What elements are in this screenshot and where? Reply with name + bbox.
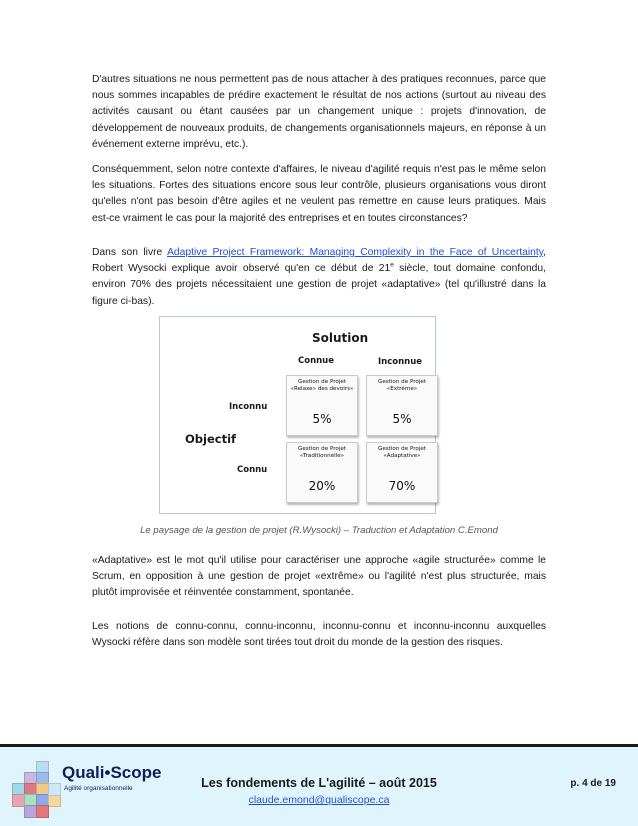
cell-title: Gestion de Projet «Traditionnelle» xyxy=(297,446,347,459)
matrix-cell-unknown-unknown xyxy=(366,375,438,436)
row-label-unknown: Inconnu xyxy=(229,402,268,412)
cell-title: Gestion de Projet «Extrême» xyxy=(377,379,427,392)
cell-percentage: 5% xyxy=(392,412,412,426)
paragraph-3-end: siècle, tout domaine confondu, environ 70% des projets nécessitaient une gestion de projet «adaptative» (tel qu'illustré dans la figure ci-bas). xyxy=(92,263,546,307)
brand-name: Quali•Scope xyxy=(62,763,162,782)
document-title: Les fondements de L'agilité – août 2015 xyxy=(201,776,437,790)
book-link[interactable]: Adaptive Project Framework: Managing Complexity in the Face of Uncertainty xyxy=(167,247,544,258)
figure-title: Solution xyxy=(312,331,369,345)
column-header-known: Connue xyxy=(298,356,334,366)
paragraph-4: «Adaptative» est le mot qu'il utilise pour caractériser une approche «agile structurée» comme le Scrum, en opposition à une gestion de projet «extrême» ou l'agilité n'est plus structurée, mais plutôt improvisée et réinventée constamment, spontanée. xyxy=(92,555,546,599)
column-header-unknown: Inconnue xyxy=(378,357,423,367)
matrix-cell-known-unknown xyxy=(286,375,358,436)
wysocki-matrix-figure xyxy=(159,316,436,514)
paragraph-3-middle: , Robert Wysocki explique avoir observé qu'en ce début de 21 xyxy=(92,247,546,275)
matrix-cell-unknown-known xyxy=(366,442,438,503)
row-label-known: Connu xyxy=(237,465,268,475)
contact-email-link[interactable]: claude.emond@qualiscope.ca xyxy=(248,794,390,806)
cell-percentage: 70% xyxy=(388,479,416,493)
matrix-cell-known-known xyxy=(286,442,358,503)
paragraph-3 xyxy=(92,245,546,310)
paragraph-2: Conséquemment, selon notre contexte d'affaires, le niveau d'agilité requis n'est pas le même selon les situations. Fortes des situations encore sous leur contrôle, plusieurs organisations vous diront qu'elles n'ont pas besoin d'être agiles et ne veulent pas remettre en cause leurs pratiques. Mais est-ce vraiment le cas pour la majorité des entreprises et en toutes circonstances? xyxy=(92,164,546,224)
paragraph-1: D'autres situations ne nous permettent pas de nous attacher à des pratiques reconnues, parce que nous sommes incapables de prédire exactement le résultat de nos actions (surtout au niveau des activités causant ou étant causées par un changement unique : projets d'innovation, de développement de nouveaux produits, de changements organisationnels majeurs, en réponse à un événement externe imprévu, etc.). xyxy=(92,74,546,150)
century-superscript: e xyxy=(390,261,394,269)
figure-caption: Le paysage de la gestion de projet (R.Wysocki) – Traduction et Adaptation C.Emond xyxy=(140,525,498,536)
cell-title: Gestion de Projet «Adaptative» xyxy=(377,446,427,459)
cell-percentage: 5% xyxy=(312,412,332,426)
cell-title: Gestion de Projet «Relaxe» des devoirs» xyxy=(290,379,354,392)
brand-tagline: Agilité organisationnelle xyxy=(64,785,133,792)
cell-percentage: 20% xyxy=(308,479,336,493)
paragraph-3-lead: Dans son livre xyxy=(92,247,168,258)
page-number: p. 4 de 19 xyxy=(570,778,616,789)
objective-label: Objectif xyxy=(185,432,237,446)
paragraph-5: Les notions de connu-connu, connu-inconnu, inconnu-connu et inconnu-inconnu auxquelles Wysocki réfère dans son modèle sont tirées tout droit du monde de la gestion des risques. xyxy=(92,621,546,649)
